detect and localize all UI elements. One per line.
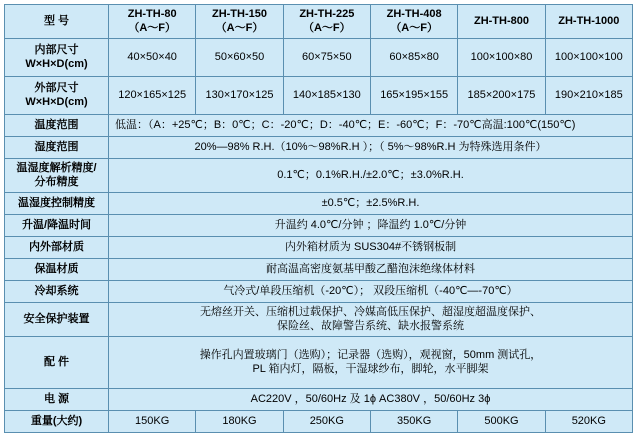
table-row-heating-cooling-time xyxy=(5,215,633,237)
table-cell: 60×85×80 xyxy=(370,39,457,77)
row-value-humidity-range: 20%—98% R.H.（10%～98%R.H ）；（ 5%～98%R.H 为特殊选用条件） xyxy=(109,137,633,159)
model-name: ZH-TH-1000 xyxy=(558,14,620,27)
row-label-temperature-range: 温度范围 xyxy=(5,115,109,137)
table-cell: 350KG xyxy=(370,411,457,433)
row-label-line2: 分布精度 xyxy=(34,175,79,188)
row-label-safety-protection: 安全保护装置 xyxy=(5,303,109,337)
specification-table xyxy=(4,4,633,433)
model-column-6 xyxy=(545,5,632,39)
table-row-internal-dimension xyxy=(5,39,633,77)
model-range: （A～F） xyxy=(215,21,264,34)
model-name: ZH-TH-80 xyxy=(127,7,177,20)
row-value-control-accuracy: ±0.5℃；±2.5%R.H. xyxy=(109,193,633,215)
model-column-2 xyxy=(196,5,283,39)
model-column-1 xyxy=(109,5,196,39)
table-cell: 150KG xyxy=(109,411,196,433)
row-label-power-supply: 电 源 xyxy=(5,389,109,411)
table-row-cooling-system xyxy=(5,281,633,303)
row-value-resolution-accuracy: 0.1℃；0.1%R.H./±2.0℃；±3.0%R.H. xyxy=(109,159,633,193)
row-label-line2: W×H×D(cm) xyxy=(25,95,88,108)
row-label-external-dimension xyxy=(5,77,109,115)
model-name: ZH-TH-800 xyxy=(473,14,529,27)
table-cell: 130×170×125 xyxy=(196,77,283,115)
table-cell: 165×195×155 xyxy=(370,77,457,115)
table-row-humidity-range xyxy=(5,137,633,159)
table-row-temperature-range xyxy=(5,115,633,137)
table-cell: 40×50×40 xyxy=(109,39,196,77)
model-column-5 xyxy=(458,5,545,39)
table-cell: 100×100×100 xyxy=(545,39,632,77)
header-model-label: 型 号 xyxy=(5,5,109,39)
table-cell: 140×185×130 xyxy=(283,77,370,115)
table-row-accessories xyxy=(5,337,633,389)
row-label-heating-cooling-time: 升温/降温时间 xyxy=(5,215,109,237)
row-value-line2: PL 箱内灯，隔板，干湿球纱布，脚轮，水平脚架 xyxy=(252,362,489,375)
row-value-line1: 操作孔内置玻璃门（选购）；记录器（选购），观视窗，50mm 测试孔， xyxy=(199,348,542,361)
row-label-resolution-accuracy xyxy=(5,159,109,193)
row-label-weight: 重量(大约) xyxy=(5,411,109,433)
table-row-safety-protection xyxy=(5,303,633,337)
table-cell: 500KG xyxy=(458,411,545,433)
row-value-cooling-system: 气冷式/单段压缩机（-20℃）； 双段压缩机（-40℃—-70℃） xyxy=(109,281,633,303)
row-label-internal-dimension xyxy=(5,39,109,77)
table-cell: 520KG xyxy=(545,411,632,433)
row-value-heating-cooling-time: 升温约 4.0℃/分钟 ；降温约 1.0℃/分钟 xyxy=(109,215,633,237)
row-label-line2: W×H×D(cm) xyxy=(25,57,88,70)
row-value-power-supply: AC220V ，50/60Hz 及 1ϕ AC380V ，50/60Hz 3ϕ xyxy=(109,389,633,411)
table-cell: 250KG xyxy=(283,411,370,433)
table-cell: 50×60×50 xyxy=(196,39,283,77)
row-value-accessories xyxy=(109,337,633,389)
row-label-line1: 外部尺寸 xyxy=(34,81,79,94)
model-range: （A～F） xyxy=(390,21,438,34)
row-label-line1: 内部尺寸 xyxy=(34,43,79,56)
row-label-humidity-range: 湿度范围 xyxy=(5,137,109,159)
row-value-safety-protection xyxy=(109,303,633,337)
table-cell: 190×210×185 xyxy=(545,77,632,115)
model-column-3 xyxy=(283,5,370,39)
row-value-temperature-range: 低温：（A：+25℃；B：0℃；C：-20℃；D：-40℃；E：-60℃；F：-70℃高温:100℃(150℃) xyxy=(109,115,633,137)
table-cell: 185×200×175 xyxy=(458,77,545,115)
row-label-insulation-material: 保温材质 xyxy=(5,259,109,281)
row-label-control-accuracy: 温湿度控制精度 xyxy=(5,193,109,215)
model-range: （A～F） xyxy=(302,21,351,34)
row-label-cooling-system: 冷却系统 xyxy=(5,281,109,303)
row-label-accessories: 配 件 xyxy=(5,337,109,389)
model-name: ZH-TH-150 xyxy=(211,7,267,20)
table-cell: 180KG xyxy=(196,411,283,433)
model-name: ZH-TH-225 xyxy=(299,7,355,20)
table-row-control-accuracy xyxy=(5,193,633,215)
table-row-external-dimension xyxy=(5,77,633,115)
model-name: ZH-TH-408 xyxy=(386,7,442,20)
table-row-resolution-accuracy xyxy=(5,159,633,193)
row-label-body-material: 内外部材质 xyxy=(5,237,109,259)
table-cell: 100×100×80 xyxy=(458,39,545,77)
row-value-line1: 无熔丝开关、压缩机过载保护、冷媒高低压保护、超湿度超温度保护、 xyxy=(200,305,541,318)
table-row-insulation-material xyxy=(5,259,633,281)
table-cell: 120×165×125 xyxy=(109,77,196,115)
row-value-body-material: 内外箱材质为 SUS304#不锈钢板制 xyxy=(109,237,633,259)
table-cell: 60×75×50 xyxy=(283,39,370,77)
model-column-4 xyxy=(370,5,457,39)
row-value-line2: 保险丝、故障警告系统、缺水报警系统 xyxy=(277,319,464,332)
table-row-body-material xyxy=(5,237,633,259)
model-range: （A～F） xyxy=(128,21,176,34)
table-row-weight xyxy=(5,411,633,433)
row-value-insulation-material: 耐高温高密度氨基甲酸乙醋泡沫绝缘体材料 xyxy=(109,259,633,281)
table-row-power-supply xyxy=(5,389,633,411)
table-header-row xyxy=(5,5,633,39)
row-label-line1: 温湿度解析精度/ xyxy=(16,161,97,174)
